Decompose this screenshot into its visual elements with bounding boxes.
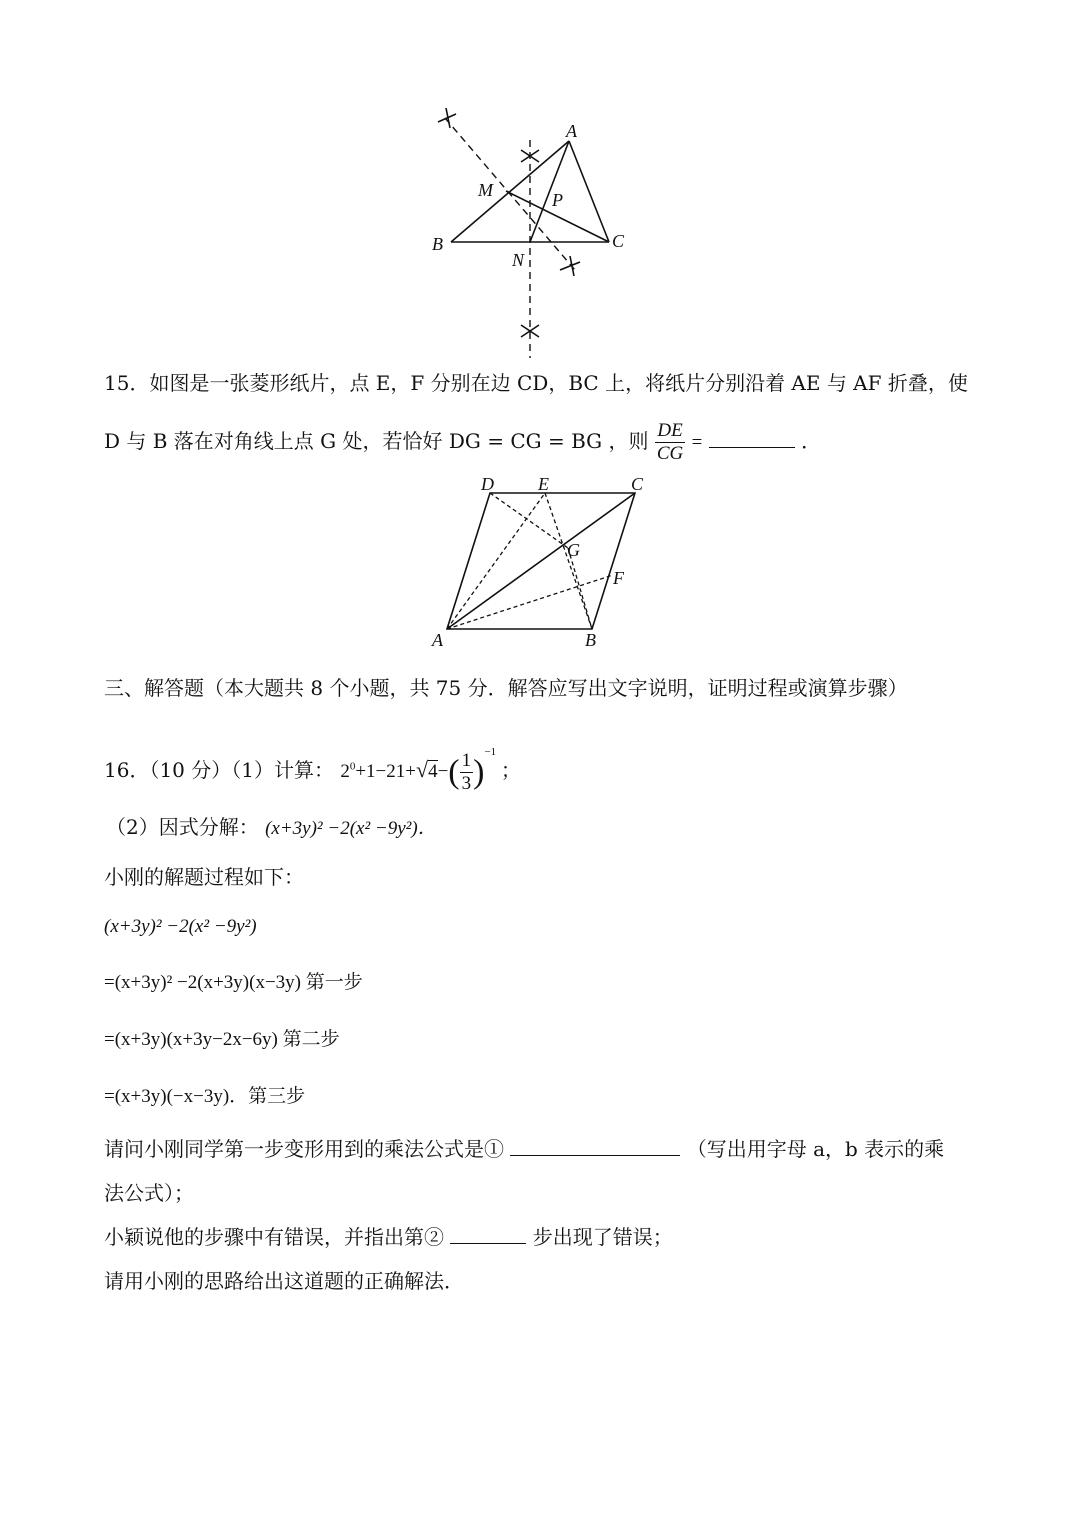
q16-ask1-cont: [104, 1178, 194, 1208]
label-d: D: [481, 474, 494, 494]
label-n: N: [512, 250, 525, 270]
segment-eb: [545, 493, 592, 629]
step-3-text: =(x+3y)(−x−3y)．第三步: [104, 1086, 306, 1107]
equals-sign: =: [691, 432, 703, 453]
step-1-text: =(x+3y)² −2(x+3y)(x−3y) 第一步: [104, 972, 363, 993]
q16-ask1: [104, 1134, 944, 1164]
answer-blank-q15[interactable]: [709, 429, 795, 448]
segment-an: [530, 141, 569, 242]
step-2-text: =(x+3y)(x+3y−2x−6y) 第二步: [104, 1029, 340, 1050]
label-e: E: [538, 474, 549, 494]
q16-ask3: [104, 1266, 464, 1296]
ask3-text: 请用小刚的思路给出这道题的正确解法．: [104, 1269, 464, 1293]
label-f: F: [613, 568, 624, 588]
figure-rhombus: [425, 472, 665, 652]
q15-text-2: D 与 B 落在对角线上点 G 处，若恰好 DG = CG = BG ，则: [104, 429, 649, 453]
ask1-pre: 请问小刚同学第一步变形用到的乘法公式是①: [104, 1137, 504, 1161]
label-m: M: [478, 180, 493, 200]
q16-part2-expr: (x+3y)² −2(x² −9y²)．: [265, 818, 437, 839]
diagonal-ac: [447, 493, 635, 629]
label-b: B: [585, 630, 596, 650]
segment-ae: [447, 493, 545, 629]
q16-part1: [104, 730, 521, 795]
q16-ask2: [104, 1222, 673, 1252]
q15-line1: [104, 368, 968, 398]
fraction-denominator: CG: [656, 443, 684, 464]
label-c: C: [631, 474, 644, 494]
arc-mark-top-left: [438, 108, 456, 128]
section-3-header: [104, 673, 908, 703]
segment-bg: [568, 548, 592, 629]
q16-intro-text: 小刚的解题过程如下：: [104, 865, 304, 889]
ask1-cont: 法公式）；: [104, 1181, 194, 1205]
arc-mark-top: [521, 150, 539, 162]
label-g: G: [567, 540, 580, 560]
solution-step-2: [104, 1025, 340, 1055]
section-3-text: 三、解答题（本大题共 8 个小题，共 75 分．解答应写出文字说明，证明过程或演算步骤）: [104, 676, 908, 700]
label-a: A: [566, 121, 577, 141]
q16-part2-label: （2）因式分解：: [106, 815, 259, 839]
figure-triangle-construction: [420, 100, 625, 370]
label-p: P: [552, 190, 563, 210]
expr1: $2^0+1-21+√4-$( $\frac{1}{3}$ )$^{-1}$: [340, 746, 497, 795]
segment-dg: [490, 493, 568, 548]
label-b: B: [432, 234, 443, 254]
q15-line2: [104, 420, 821, 465]
side-ac: [569, 141, 609, 242]
segment-af: [447, 575, 613, 629]
label-c: C: [612, 231, 625, 251]
q16-label: 16．（10 分）（1）计算：: [104, 758, 334, 782]
q15-end: ．: [801, 429, 822, 453]
expr1-end: ；: [500, 758, 521, 782]
step-0-text: (x+3y)² −2(x² −9y²): [104, 916, 257, 937]
answer-blank-2[interactable]: [450, 1225, 526, 1244]
fraction-de-cg: [655, 420, 685, 465]
q15-text-1: 15．如图是一张菱形纸片，点 E，F 分别在边 CD，BC 上，将纸片分别沿着 AE 与 AF 折叠，使: [104, 371, 968, 395]
solution-step-3: [104, 1082, 305, 1112]
q16-intro: [104, 862, 304, 892]
solution-step-0: [104, 912, 257, 942]
q16-part2: [106, 812, 437, 844]
ask2-pre: 小颖说他的步骤中有错误，并指出第②: [104, 1225, 444, 1249]
arc-mark-bottom-right: [560, 256, 580, 276]
fraction-numerator: DE: [655, 420, 685, 443]
answer-blank-1[interactable]: [510, 1137, 680, 1156]
label-a: A: [432, 630, 443, 650]
ask1-post: （写出用字母 a，b 表示的乘: [686, 1137, 945, 1161]
solution-step-1: [104, 968, 363, 998]
ask2-post: 步出现了错误；: [532, 1225, 673, 1249]
